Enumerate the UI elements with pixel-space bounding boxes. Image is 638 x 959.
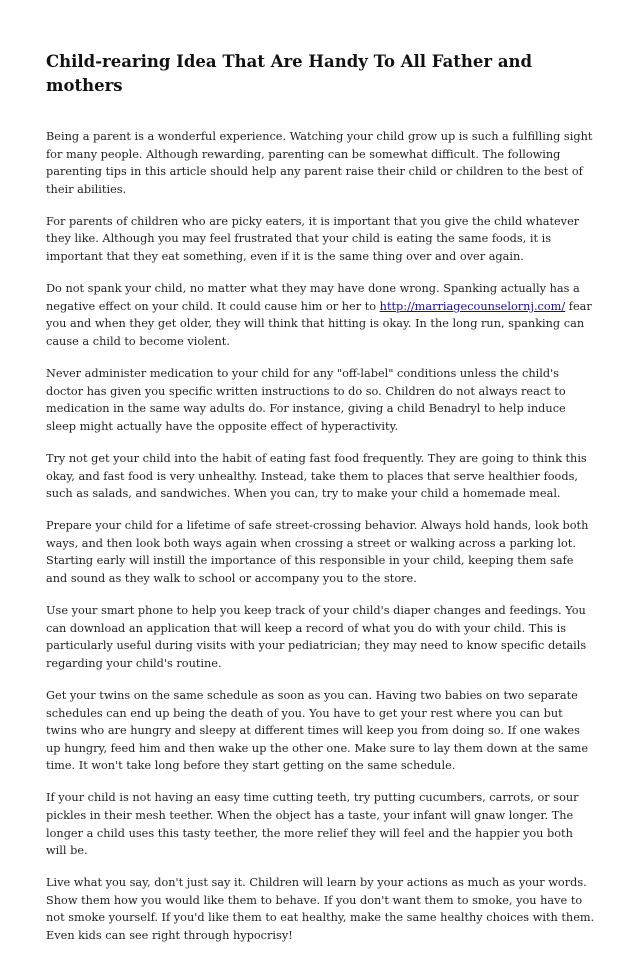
paragraph-smart-phone: Use your smart phone to help you keep track of your child's diaper changes and feedings. You can download an application that will keep a record of what you do with your child. This is particularly useful during visits with your pediatrician; they may need to know specific details regarding your child's routine. xyxy=(46,604,587,670)
paragraph-text: fear you and when they get older, they will think that hitting is okay. In the long run, spanking can cause a child to become violent. xyxy=(46,299,592,348)
paragraph-street-crossing: Prepare your child for a lifetime of safe street-crossing behavior. Always hold hands, look both ways, and then look both ways again when crossing a street or walking across a parking lot. Starting early will instill the importance of this responsible in your child, keeping them safe and sound as they walk to school or accompany you to the store. xyxy=(46,519,589,585)
paragraph-text: Do not spank your child, no matter what they may have done wrong. Spanking actually has a negative effect on your child. It could cause him or her to xyxy=(46,282,580,313)
paragraph-medication: Never administer medication to your child for any "off-label" conditions unless the child's doctor has given you specific written instructions to do so. Children do not always react to medication in the same way adults do. For instance, giving a child Benadryl to help induce sleep might actually have the opposite effect of hyperactivity. xyxy=(46,367,566,433)
document-title: Child-rearing Idea That Are Handy To All Father and mothers xyxy=(46,52,533,95)
paragraph-twins: Get your twins on the same schedule as soon as you can. Having two babies on two separate schedules can end up being the death of you. You have to get your rest where you can but twins who are hungry and sleepy at different times will keep you from doing so. If one wakes up hungry, feed him and then wake up the other one. Make sure to lay them down at the same time. It won't take long before they start getting on the same schedule. xyxy=(46,688,589,773)
paragraph-live-what-you-say: Live what you say, don't just say it. Children will learn by your actions as much as your words. Show them how you would like them to behave. If you don't want them to smoke, you have to not smoke yourself. If you'd like them to eat healthy, make the same healthy choices with them. Even kids can see right through hypocrisy! xyxy=(46,876,595,943)
paragraph-intro: Being a parent is a wonderful experience. Watching your child grow up is such a fulfilling sight for many people. Although rewarding, parenting can be somewhat difficult. The following parenting tips in this article should help any parent raise their child or children to the best of their abilities. xyxy=(46,130,593,196)
paragraph-teething: If your child is not having an easy time cutting teeth, try putting cucumbers, carrots, or sour pickles in their mesh teether. When the object has a taste, your infant will gnaw longer. The longer a child uses this tasty teether, the more relief they will feel and the happier you both will be. xyxy=(46,791,579,858)
document-page xyxy=(46,50,596,959)
paragraph-spanking xyxy=(46,280,596,350)
marriage-counselor-link[interactable]: http://marriagecounselornj.com/ xyxy=(379,299,566,313)
paragraph-picky-eaters: For parents of children who are picky eaters, it is important that you give the child whatever they like. Although you may feel frustrated that your child is eating the same foods, it is important that they eat something, even if it is the same thing over and over again. xyxy=(46,214,580,264)
paragraph-fast-food: Try not get your child into the habit of eating fast food frequently. They are going to think this okay, and fast food is very unhealthy. Instead, take them to places that serve healthier foods, such as salads, and sandwiches. When you can, try to make your child a homemade meal. xyxy=(46,451,587,501)
